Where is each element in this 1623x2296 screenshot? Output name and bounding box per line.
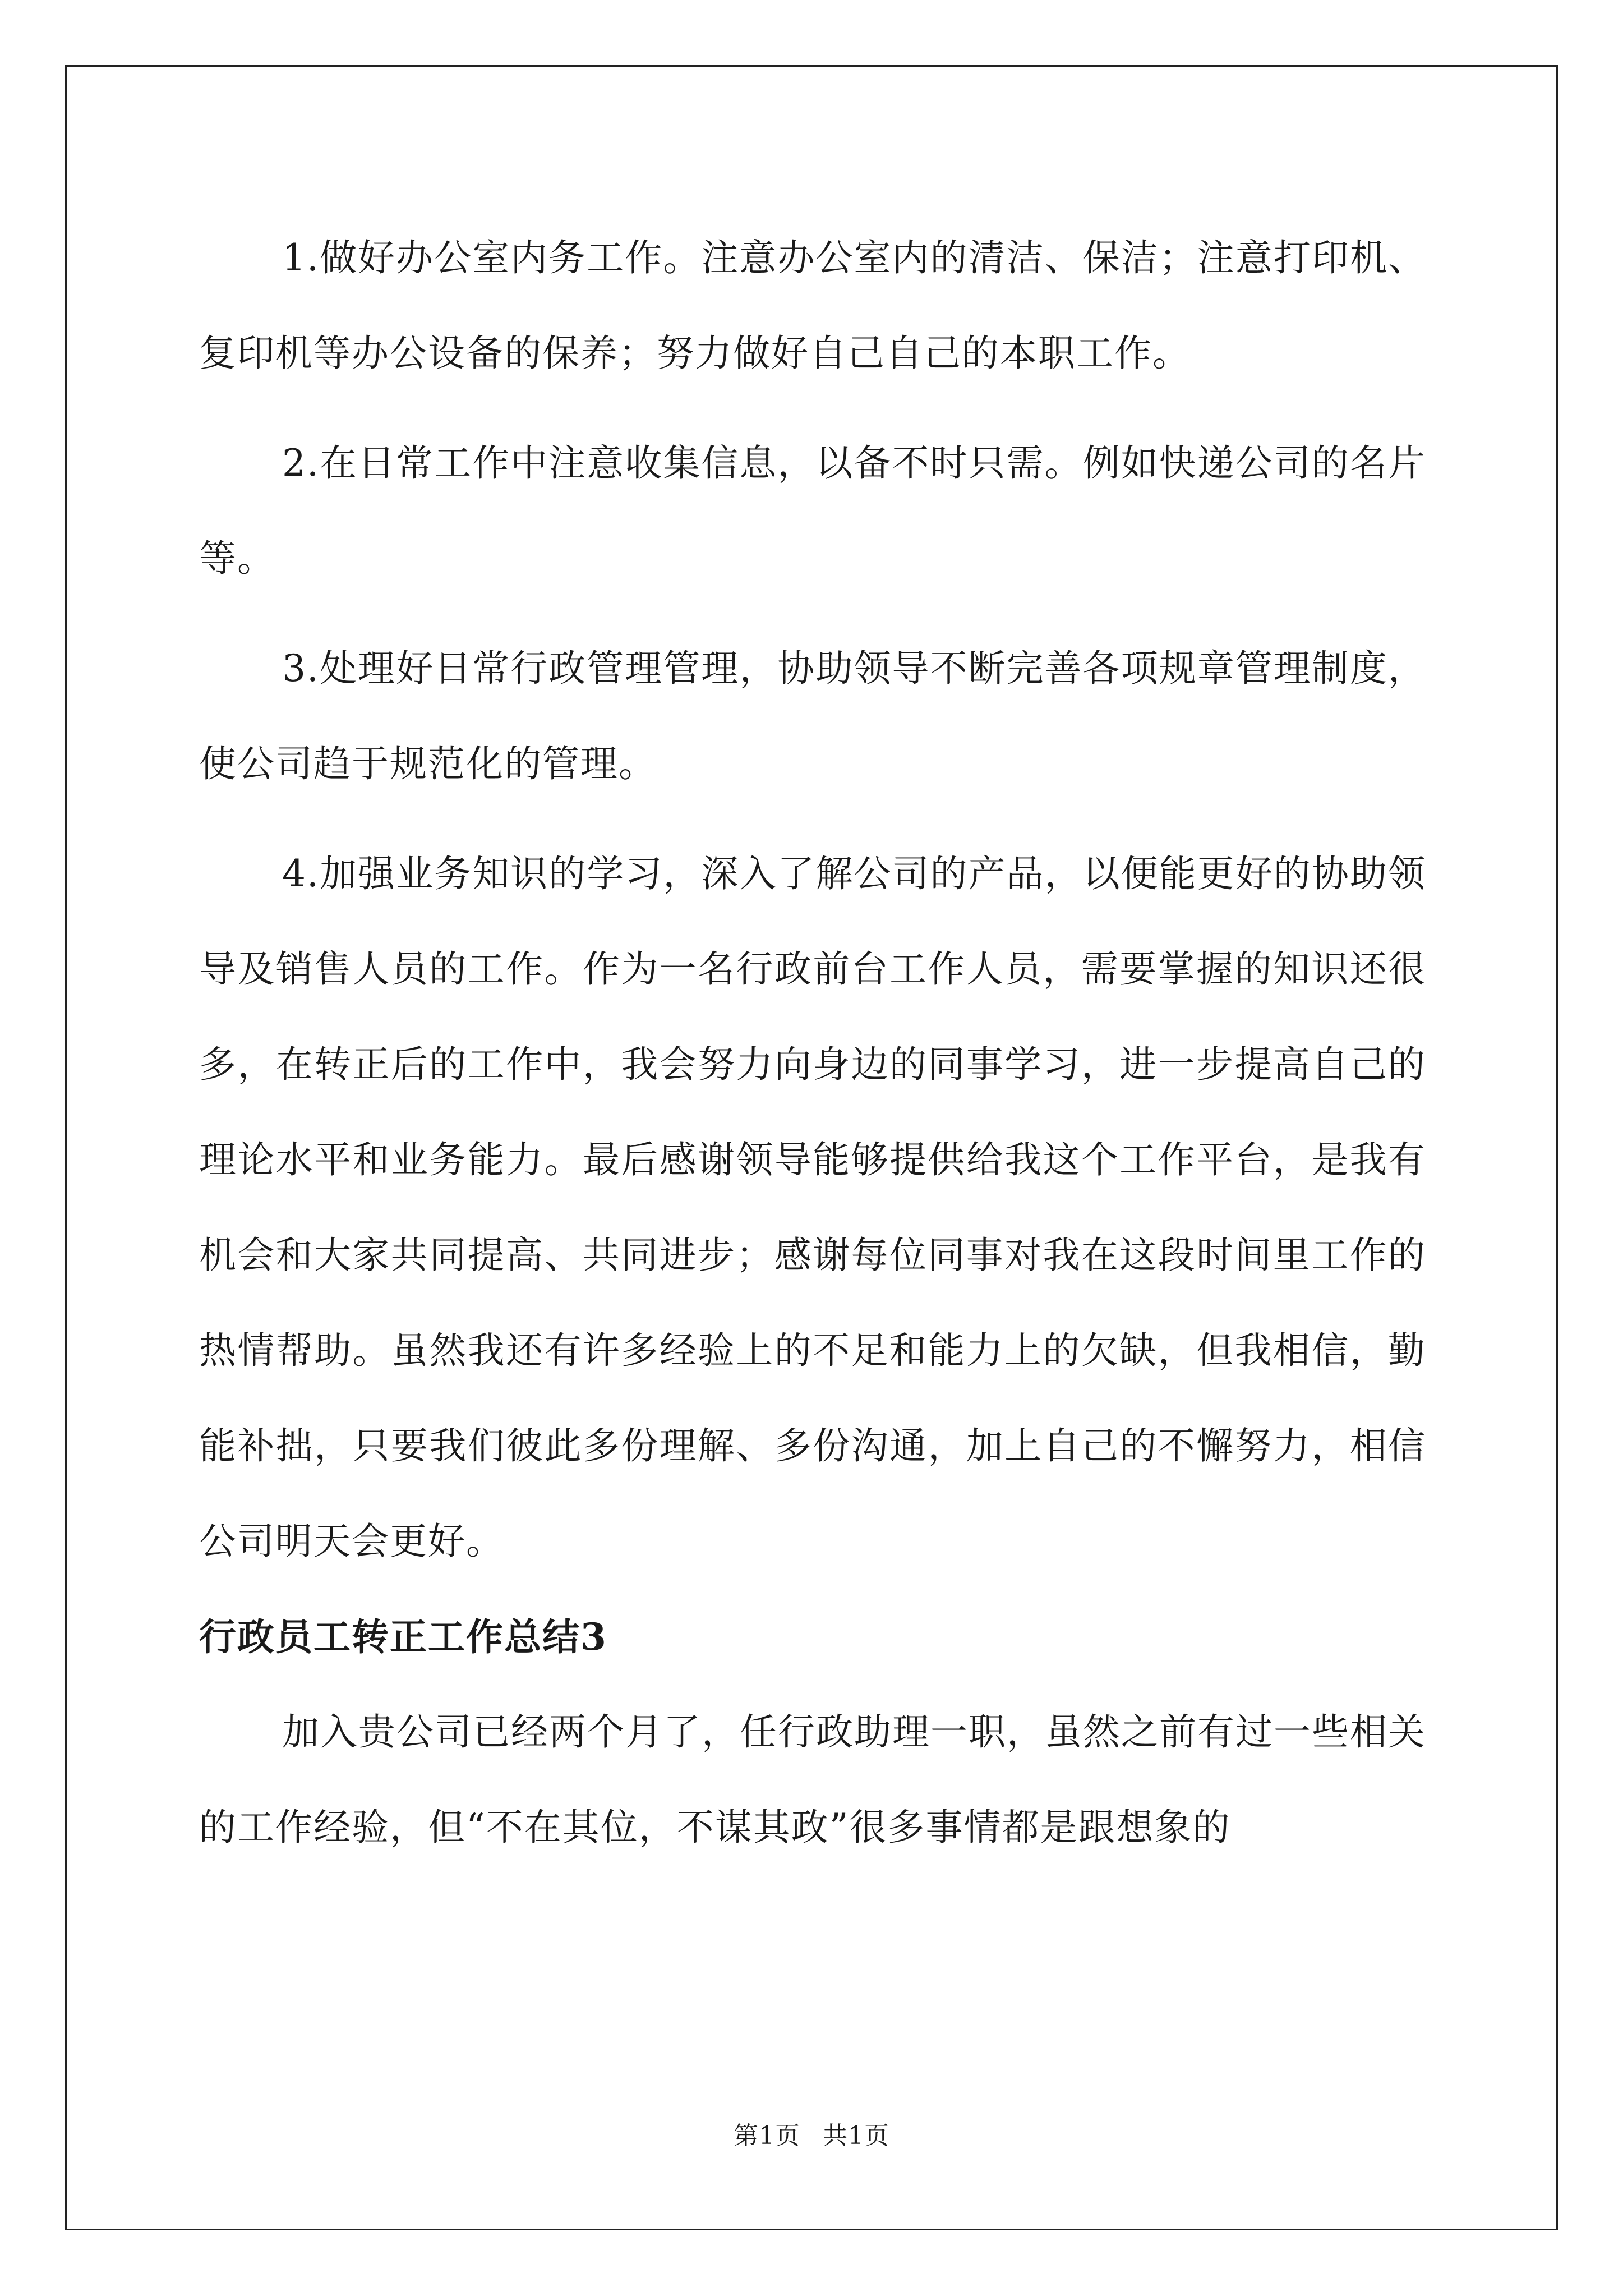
paragraph-item-1: 1.做好办公室内务工作。注意办公室内的清洁、保洁；注意打印机、复印机等办公设备的保养；努力做好自己自己的本职工作。 — [199, 236, 1426, 375]
paragraph-item-3: 3.处理好日常行政管理管理，协助领导不断完善各项规章管理制度，使公司趋于规范化的管理。 — [199, 647, 1426, 785]
page-total: 共1页 — [823, 2122, 889, 2150]
paragraph-item-4: 4.加强业务知识的学习，深入了解公司的产品，以便能更好的协助领导及销售人员的工作。作为一名行政前台工作人员，需要掌握的知识还很多，在转正后的工作中，我会努力向身边的同事学习，进一步提高自己的理论水平和业务能力。最后感谢领导能够提供给我这个工作平台，是我有机会和大家共同提高、共同进步；感谢每位同事对我在这段时间里工作的热情帮助。虽然我还有许多经验上的不足和能力上的欠缺，但我相信，勤能补拙，只要我们彼此多份理解、多份沟通，加上自己的不懈努力，相信公司明天会更好。 — [199, 852, 1426, 1563]
page-footer — [0, 2119, 1623, 2153]
document-body — [199, 210, 1426, 1875]
closing-paragraph: 加入贵公司已经两个月了，任行政助理一职，虽然之前有过一些相关的工作经验，但“不在其位，不谋其政”很多事情都是跟想象的 — [199, 1710, 1426, 1849]
paragraph-item-2: 2.在日常工作中注意收集信息，以备不时只需。例如快递公司的名片等。 — [199, 441, 1426, 580]
page-number: 第1页 — [734, 2122, 800, 2150]
section-heading: 行政员工转正工作总结3 — [199, 1615, 607, 1659]
